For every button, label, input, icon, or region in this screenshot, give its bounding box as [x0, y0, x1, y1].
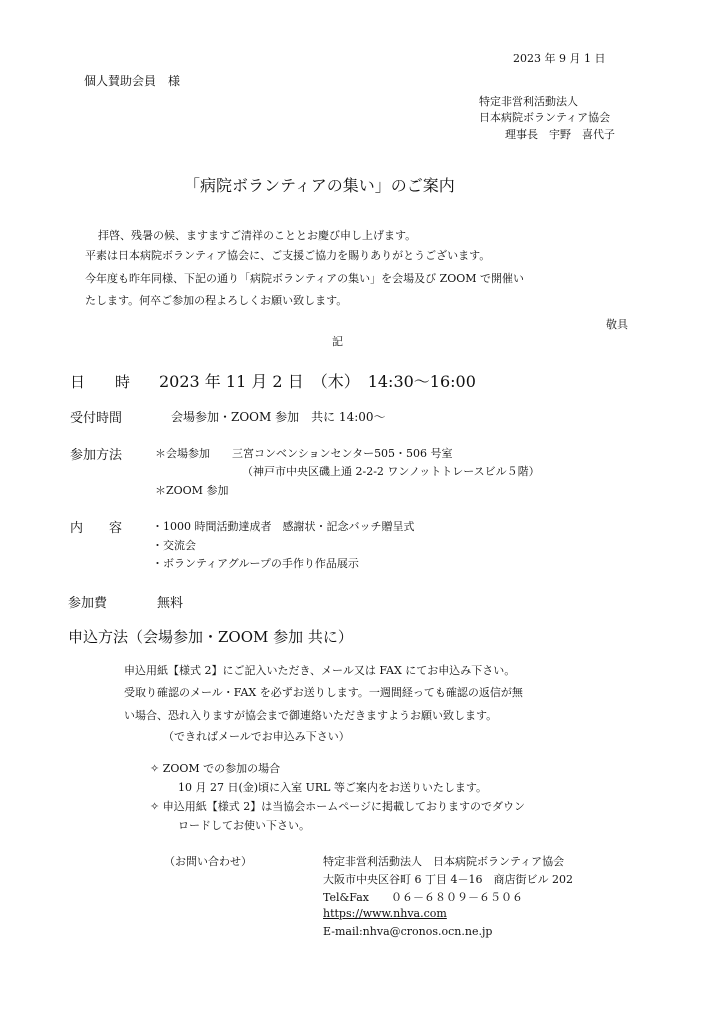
method-venue: ＊会場参加 三宮コンベンションセンター505・506 号室 [155, 447, 453, 460]
website-link[interactable]: https://www.nhva.com [323, 907, 447, 920]
method-label: 参加方法 [70, 448, 123, 463]
method-address: （神戸市中央区磯上通 2-2-2 ワンノットトレースビル５階） [242, 465, 540, 478]
contact-email[interactable]: E-mail:nhva@cronos.ocn.ne.jp [323, 925, 493, 938]
page-title: 「病院ボランティアの集い」のご案内 [184, 176, 455, 195]
apply-heading: 申込方法（会場参加・ZOOM 参加 共に） [68, 628, 353, 646]
recipient: 個人賛助会員 様 [84, 74, 181, 88]
content-item: ・ボランティアグループの手作り作品展示 [152, 557, 359, 570]
form-note-body: ロードしてお使い下さい。 [178, 819, 310, 832]
contact-tel-fax: Tel&Fax ０６－６８０９－６５０６ [323, 891, 523, 904]
reception-value: 会場参加・ZOOM 参加 共に 14:00～ [171, 410, 386, 424]
content-item: ・交流会 [152, 539, 196, 552]
closing-keigu: 敬具 [606, 318, 628, 331]
document-date: 2023 年 9 月 1 日 [513, 52, 606, 65]
intro-line: たします。何卒ご参加の程よろしくお願い致します。 [85, 294, 348, 307]
sender-name: 理事長 宇野 喜代子 [505, 128, 615, 141]
apply-line: 受取り確認のメール・FAX を必ずお送りします。一週間経っても確認の返信が無 [124, 686, 523, 699]
fee-value: 無料 [157, 596, 184, 611]
sender-org-name: 日本病院ボランティア協会 [479, 111, 611, 124]
zoom-note-heading: ✧ ZOOM での参加の場合 [150, 762, 281, 775]
content-label: 内 容 [70, 521, 123, 536]
content-item: ・1000 時間活動達成者 感謝状・記念バッチ贈呈式 [152, 520, 415, 533]
contact-label: （お問い合わせ） [164, 855, 252, 868]
ki-marker: 記 [332, 335, 343, 348]
reception-label: 受付時間 [70, 411, 123, 426]
sender-org-type: 特定非営利活動法人 [479, 95, 578, 108]
date-value: 2023 年 11 月 2 日 （木） 14:30～16:00 [159, 372, 476, 391]
intro-line: 拝啓、残暑の候、ますますご清祥のこととお慶び申し上げます。 [98, 229, 417, 242]
contact-address: 大阪市中央区谷町 6 丁目 4－16 商店街ビル 202 [323, 873, 573, 886]
apply-line: （できればメールでお申込み下さい） [163, 730, 350, 743]
method-zoom: ＊ZOOM 参加 [155, 484, 229, 497]
intro-line: 今年度も昨年同様、下記の通り「病院ボランティアの集い」を会場及び ZOOM で開催い [85, 272, 525, 285]
contact-org: 特定非営利活動法人 日本病院ボランティア協会 [323, 855, 565, 868]
date-label: 日 時 [70, 373, 131, 391]
apply-line: い場合、恐れ入りますが協会まで御連絡いただきますようお願い致します。 [124, 709, 498, 722]
fee-label: 参加費 [68, 596, 108, 611]
intro-line: 平素は日本病院ボランティア協会に、ご支援ご協力を賜りありがとうございます。 [85, 249, 491, 262]
apply-line: 申込用紙【様式 2】にご記入いただき、メール又は FAX にてお申込み下さい。 [124, 664, 516, 677]
form-note-heading: ✧ 申込用紙【様式 2】は当協会ホームページに掲載しておりますのでダウン [150, 800, 525, 813]
zoom-note-body: 10 月 27 日(金)頃に入室 URL 等ご案内をお送りいたします。 [178, 781, 488, 794]
